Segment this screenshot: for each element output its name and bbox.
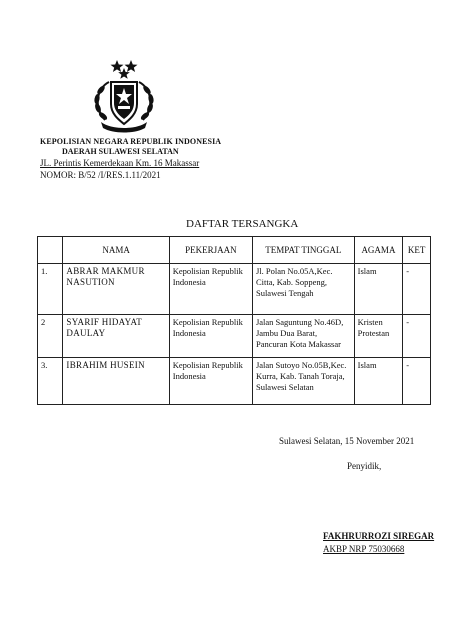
occupation: Kepolisian Republik Indonesia [169,264,252,315]
suspect-name: SYARIF HIDAYAT DAULAY [63,315,169,358]
signatory-role: Penyidik, [347,461,382,471]
suspect-name: IBRAHIM HUSEIN [63,358,169,405]
religion: Islam [354,358,403,405]
row-number: 1. [38,264,63,315]
column-header-agama: AGAMA [354,237,403,264]
residence: Jl. Polan No.05A,Kec. Citta, Kab. Soppeng, Sulawesi Tengah [252,264,354,315]
column-header-ket: KET [403,237,431,264]
column-header-nama: NAMA [63,237,169,264]
column-header-pekerjaan: PEKERJAAN [169,237,252,264]
column-header-no [38,237,63,264]
institution-name: KEPOLISIAN NEGARA REPUBLIK INDONESIA [40,137,222,146]
suspect-name: ABRAR MAKMUR NASUTION [63,264,169,315]
religion: Kristen Protestan [354,315,403,358]
document-title: DAFTAR TERSANGKA [186,218,299,230]
institution-region: DAERAH SULAWESI SELATAN [62,147,179,156]
signatory-rank: AKBP NRP 75030668 [323,544,405,554]
place-and-date: Sulawesi Selatan, 15 November 2021 [279,436,415,446]
signatory-name: FAKHRURROZI SIREGAR [323,531,435,541]
row-number: 2 [38,315,63,358]
remarks: - [403,264,431,315]
remarks: - [403,358,431,405]
remarks: - [403,315,431,358]
police-emblem-icon [87,58,161,134]
table-row [38,264,431,315]
residence: Jalan Sutoyo No.05B,Kec. Kurra, Kab. Tanah Toraja, Sulawesi Selatan [252,358,354,405]
suspect-table [37,236,431,405]
residence: Jalan Saguntung No.46D, Jambu Dua Barat, Pancuran Kota Makassar [252,315,354,358]
occupation: Kepolisian Republik Indonesia [169,358,252,405]
occupation: Kepolisian Republik Indonesia [169,315,252,358]
institution-address: JL. Perintis Kemerdekaan Km. 16 Makassar [40,158,200,168]
column-header-tempat-tinggal: TEMPAT TINGGAL [252,237,354,264]
table-row [38,358,431,405]
religion: Islam [354,264,403,315]
document-number: NOMOR: B/52 /I/RES.1.11/2021 [40,170,161,180]
table-row [38,315,431,358]
row-number: 3. [38,358,63,405]
table-header-row [38,237,431,264]
